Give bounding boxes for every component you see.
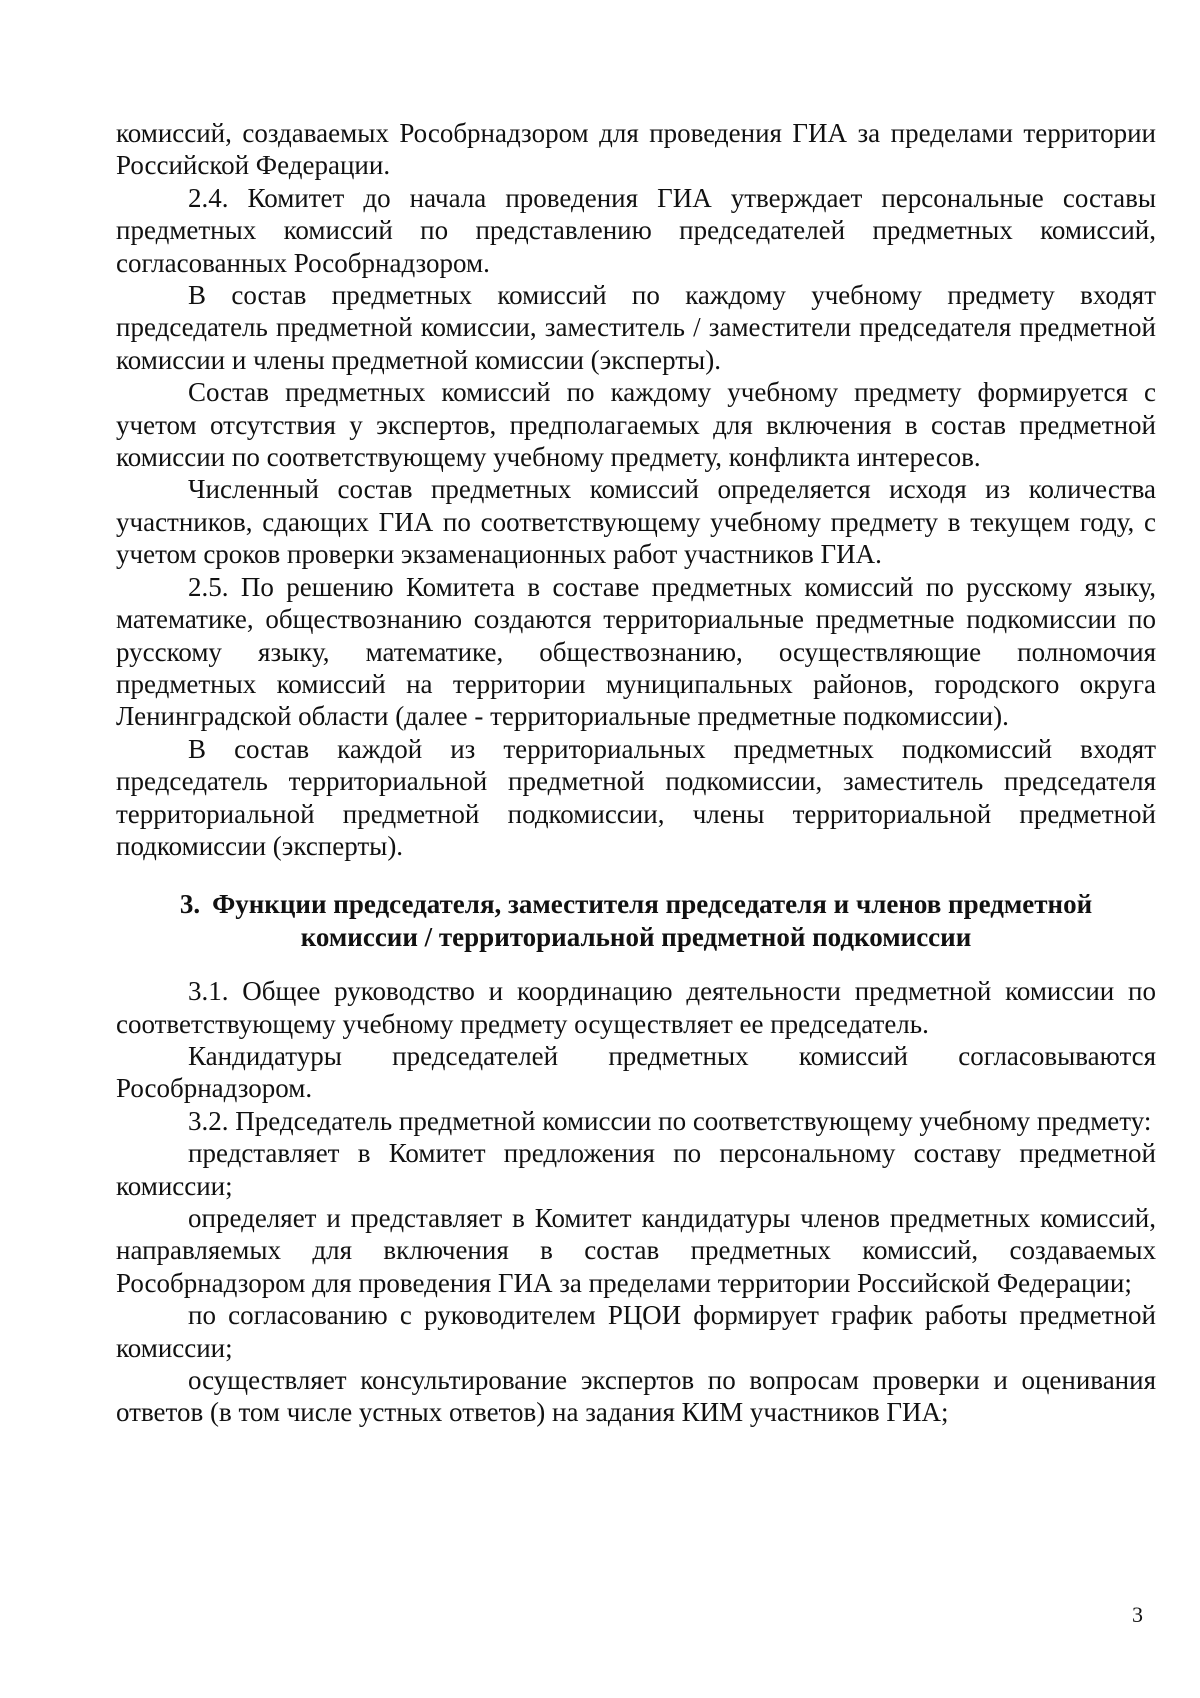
- paragraph: В состав каждой из территориальных предметных подкомиссий входят председатель территориальной предметной подкомиссии, заместитель председателя территориальной предметной подкомиссии, члены территориальной предметной подкомиссии (эксперты).: [116, 733, 1156, 861]
- paragraph: Состав предметных комиссий по каждому учебному предмету формируется с учетом отсутствия у экспертов, предполагаемых для включения в состав предметной комиссии по соответствующему учебному предмету, конфликта интересов.: [116, 377, 1156, 473]
- section-2-text: [116, 117, 1156, 862]
- paragraph: по согласованию с руководителем РЦОИ формирует график работы предметной комиссии;: [116, 1300, 1156, 1363]
- section-title-line-1: Функции председателя, заместителя председателя и членов предметной: [212, 889, 1093, 920]
- section-heading: [116, 888, 1156, 953]
- paragraph: Кандидатуры председателей предметных комиссий согласовываются Рособрнадзором.: [116, 1040, 1156, 1104]
- paragraph: 2.5. По решению Комитета в составе предметных комиссий по русскому языку, математике, обществознанию создаются территориальные предметные подкомиссии по русскому языку, математике, обществознанию, осуществляющие полномочия предметных комиссий на территории муниципальных районов, городского округа Ленинградской области (далее - территориальные предметные подкомиссии).: [116, 571, 1156, 732]
- paragraph: 3.1. Общее руководство и координацию деятельности предметной комиссии по соответствующему учебному предмету осуществляет ее председатель.: [116, 976, 1156, 1039]
- paragraph: Численный состав предметных комиссий определяется исходя из количества участников, сдающих ГИА по соответствующему учебному предмету в текущем году, с учетом сроков проверки экзаменационных работ участников ГИА.: [116, 474, 1156, 570]
- paragraph: комиссий, создаваемых Рособрнадзором для проведения ГИА за пределами территории Российской Федерации.: [116, 118, 1156, 181]
- paragraph: определяет и представляет в Комитет кандидатуры членов предметных комиссий, направляемых для включения в состав предметных комиссий, создаваемых Рособрнадзором для проведения ГИА за пределами территории Российской Федерации;: [116, 1203, 1156, 1298]
- section-3-text: [116, 975, 1156, 1429]
- paragraph: осуществляет консультирование экспертов по вопросам проверки и оценивания ответов (в том числе устных ответов) на задания КИМ участников ГИА;: [116, 1365, 1156, 1428]
- section-title-line-2: комиссии / территориальной предметной подкомиссии: [300, 921, 972, 952]
- paragraph: 2.4. Комитет до начала проведения ГИА утверждает персональные составы предметных комиссий по представлению председателей предметных комиссий, согласованных Рособрнадзором.: [116, 182, 1156, 278]
- page-number: 3: [1132, 1602, 1143, 1627]
- page-content: [116, 117, 1156, 1429]
- paragraph: 3.2. Председатель предметной комиссии по соответствующему учебному предмету:: [188, 1105, 1152, 1136]
- paragraph: В состав предметных комиссий по каждому учебному предмету входят председатель предметной комиссии, заместитель / заместители председателя предметной комиссии и члены предметной комиссии (эксперты).: [116, 280, 1156, 375]
- paragraph: представляет в Комитет предложения по персональному составу предметной комиссии;: [116, 1138, 1156, 1201]
- section-number: 3.: [179, 889, 201, 920]
